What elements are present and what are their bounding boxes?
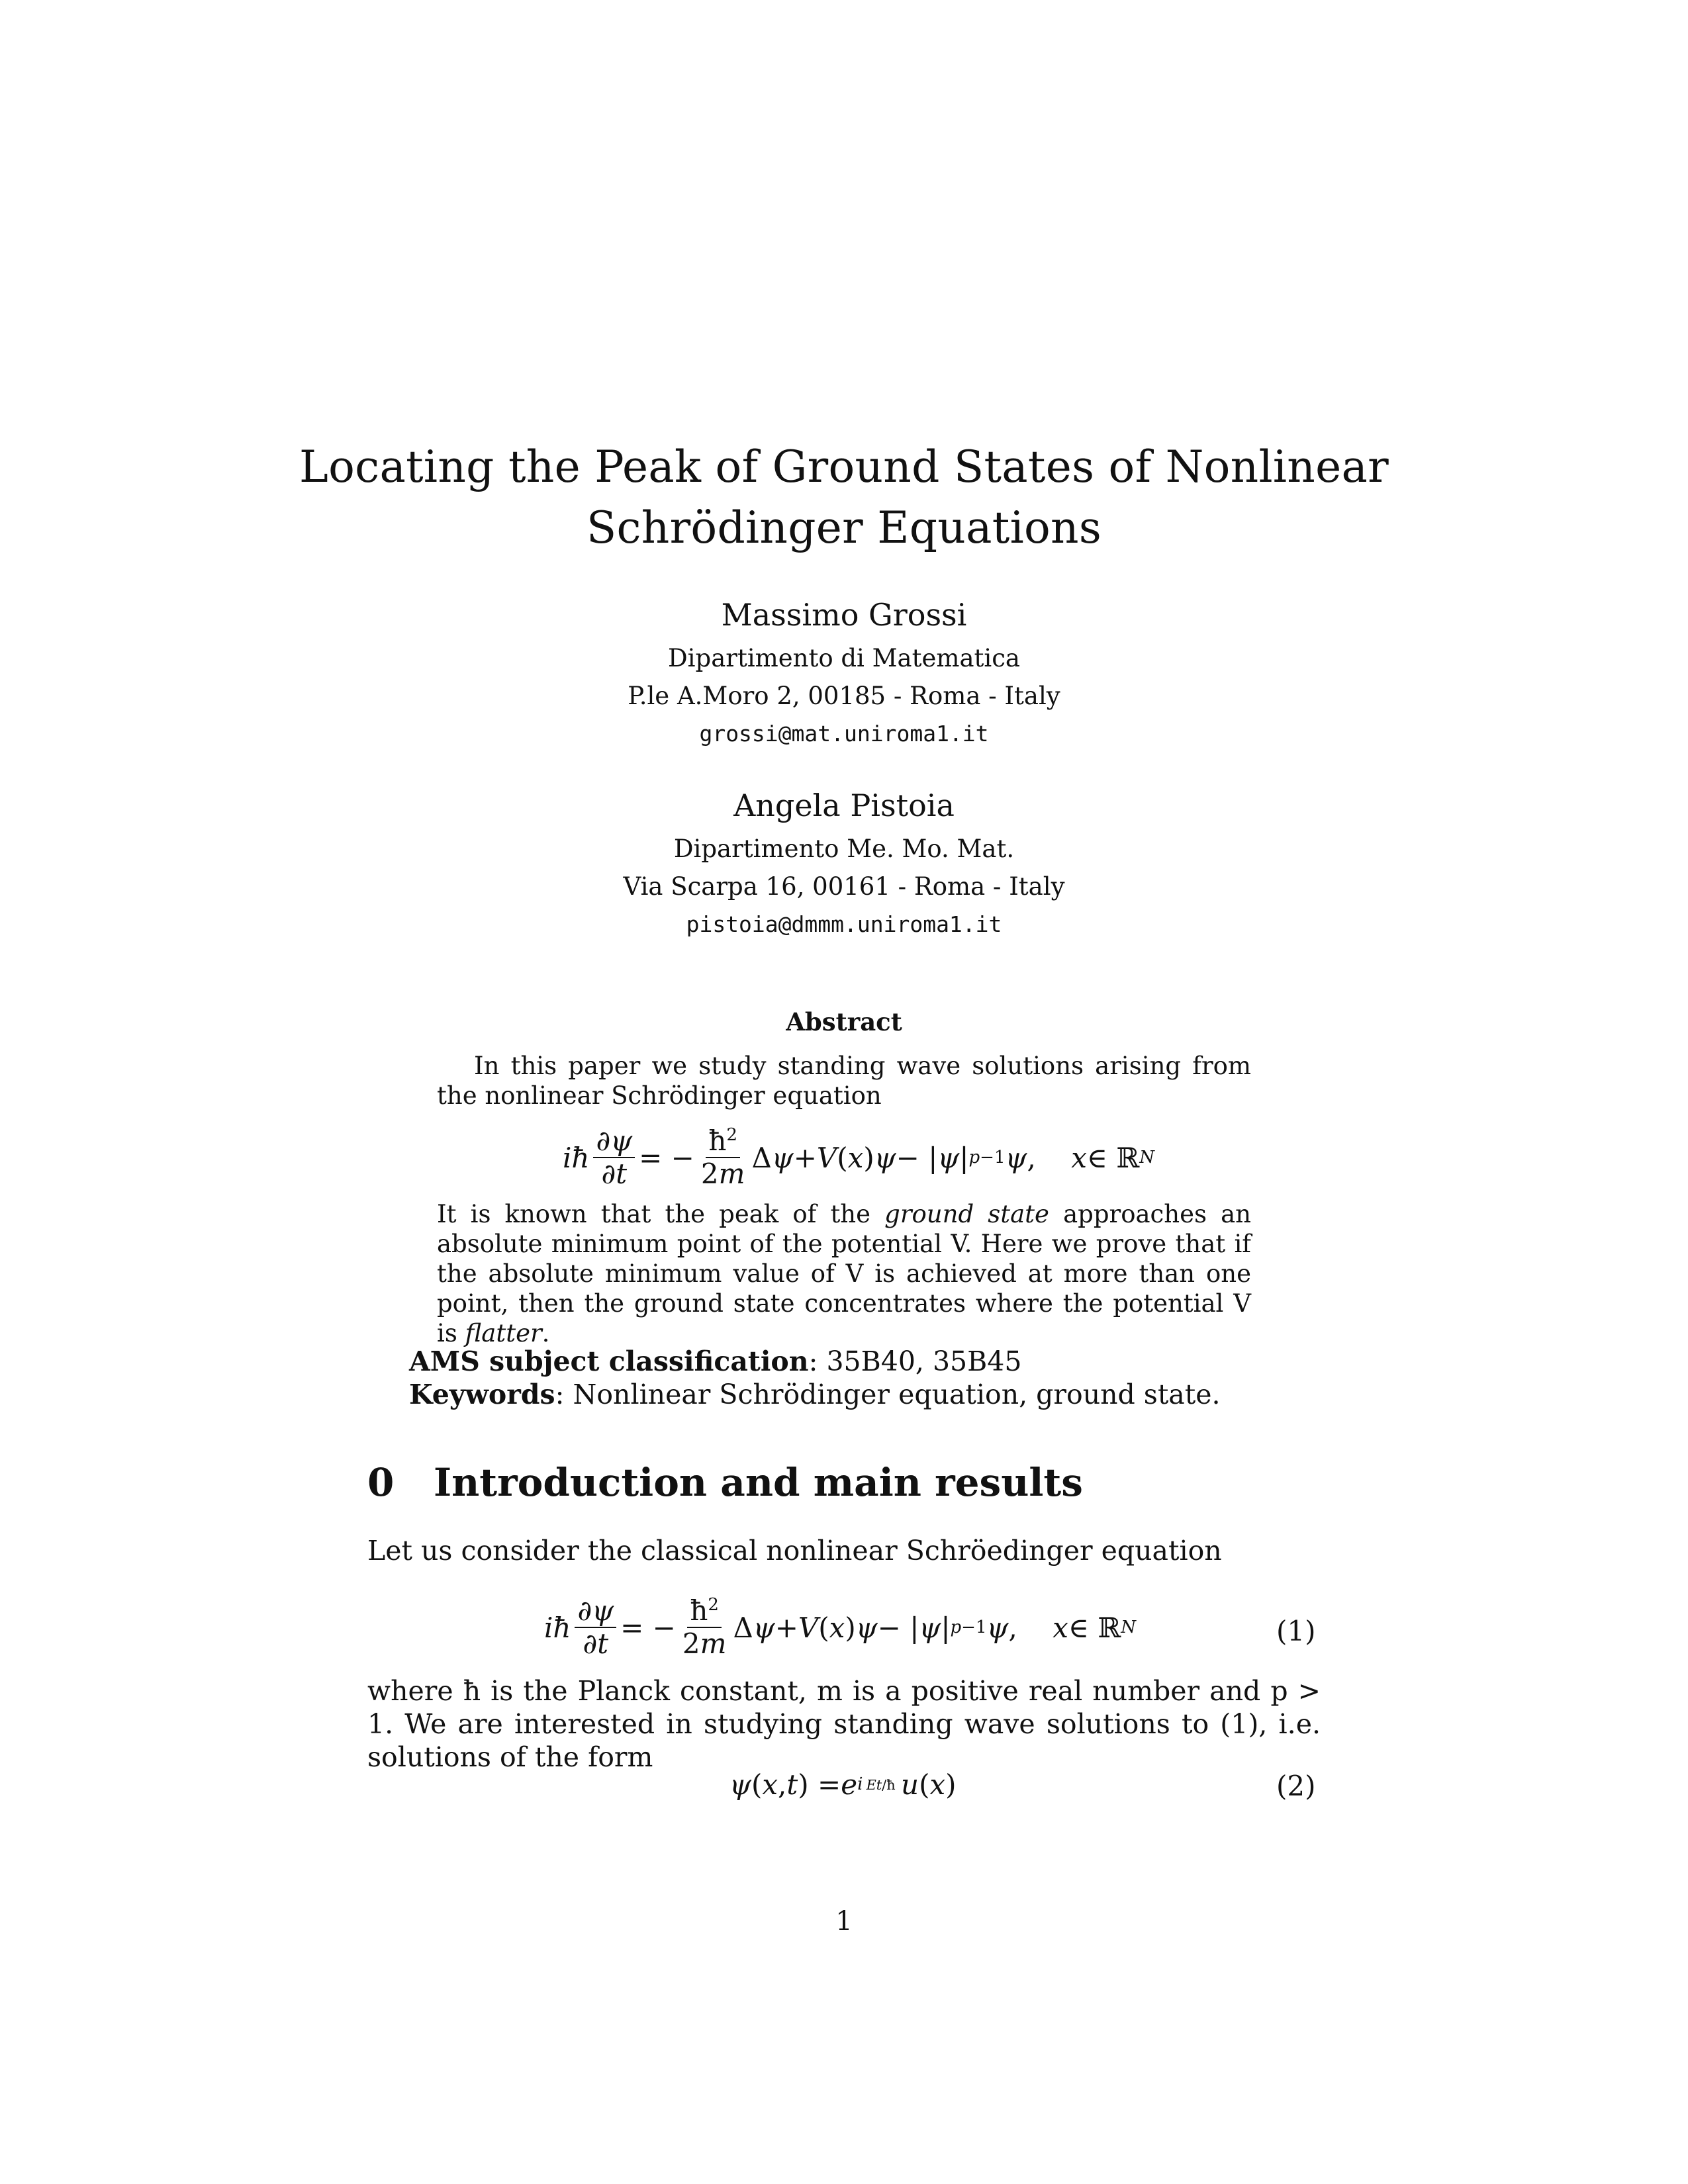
intro-paragraph-2: where ħ is the Planck constant, m is a positive real number and p > 1. We are interested in studying standing wave solutions to (1), i.e. solutions of the form [367,1675,1321,1773]
keywords-value: : Nonlinear Schrödinger equation, ground state. [555,1379,1221,1410]
title-line-1: Locating the Peak of Ground States of Nonlinear [299,441,1389,492]
keywords [409,1378,1221,1411]
equation-2-number: (2) [1276,1770,1316,1802]
page-number: 1 [835,1906,853,1936]
author-name: Massimo Grossi [721,597,967,633]
author-address: Via Scarpa 16, 00161 - Roma - Italy [623,872,1065,901]
abstract-intro: In this paper we study standing wave solutions arising from the nonlinear Schrödinger equation [437,1052,1251,1110]
author-block-2 [0,786,1688,944]
equation-1: iħ $\frac{\partial\psi}{\partial t}$ = − $\frac{ħ^2}{2m}$ Δ ψ + V ( x ) ψ − | ψ | p−1 ψ , x ∈ ℝ N [544,1594,1137,1660]
keywords-label: Keywords [409,1379,555,1410]
author-affiliation: Dipartimento di Matematica [668,644,1020,672]
abstract-equation: iħ $\frac{\partial\psi}{\partial t}$ = − $\frac{ħ^2}{2m}$ Δ ψ + V ( x ) ψ − | ψ | p−1 ψ , x ∈ ℝ N [563,1124,1155,1190]
author-address: P.le A.Moro 2, 00185 - Roma - Italy [628,682,1060,710]
title-line-2: Schrödinger Equations [586,502,1102,553]
intro-paragraph-1: Let us consider the classical nonlinear Schröedinger equation [367,1535,1222,1567]
section-heading [367,1459,1083,1506]
section-number: 0 [367,1460,395,1505]
author-email[interactable]: pistoia@dmmm.uniroma1.it [686,911,1002,937]
author-block-1 [0,596,1688,753]
equation-2: ψ ( x , t ) = e i Et/ħ u ( x ) [729,1768,957,1801]
author-name: Angela Pistoia [733,788,955,823]
abstract-emphasis-ground-state: ground state [884,1200,1049,1228]
abstract-body-pre: It is known that the peak of the [437,1200,885,1228]
abstract-body-end: . [541,1319,550,1347]
ams-classification [409,1345,1021,1378]
abstract-emphasis-flatter: flatter [465,1319,542,1347]
abstract-body [437,1199,1251,1348]
section-title: Introduction and main results [434,1460,1083,1505]
author-email[interactable]: grossi@mat.uniroma1.it [699,721,989,747]
ams-label: AMS subject classification [409,1345,809,1377]
abstract-heading: Abstract [786,1007,902,1036]
abstract-body-mid: approaches an absolute minimum point of the potential V. Here we prove that if the absolute minimum value of V is achieved at more than one point, then the ground state concentrates where the potential V is [437,1200,1251,1347]
equation-1-number: (1) [1276,1615,1316,1647]
ams-value: : 35B40, 35B45 [808,1345,1022,1377]
author-affiliation: Dipartimento Me. Mo. Mat. [673,835,1015,863]
paper-title [0,437,1688,559]
